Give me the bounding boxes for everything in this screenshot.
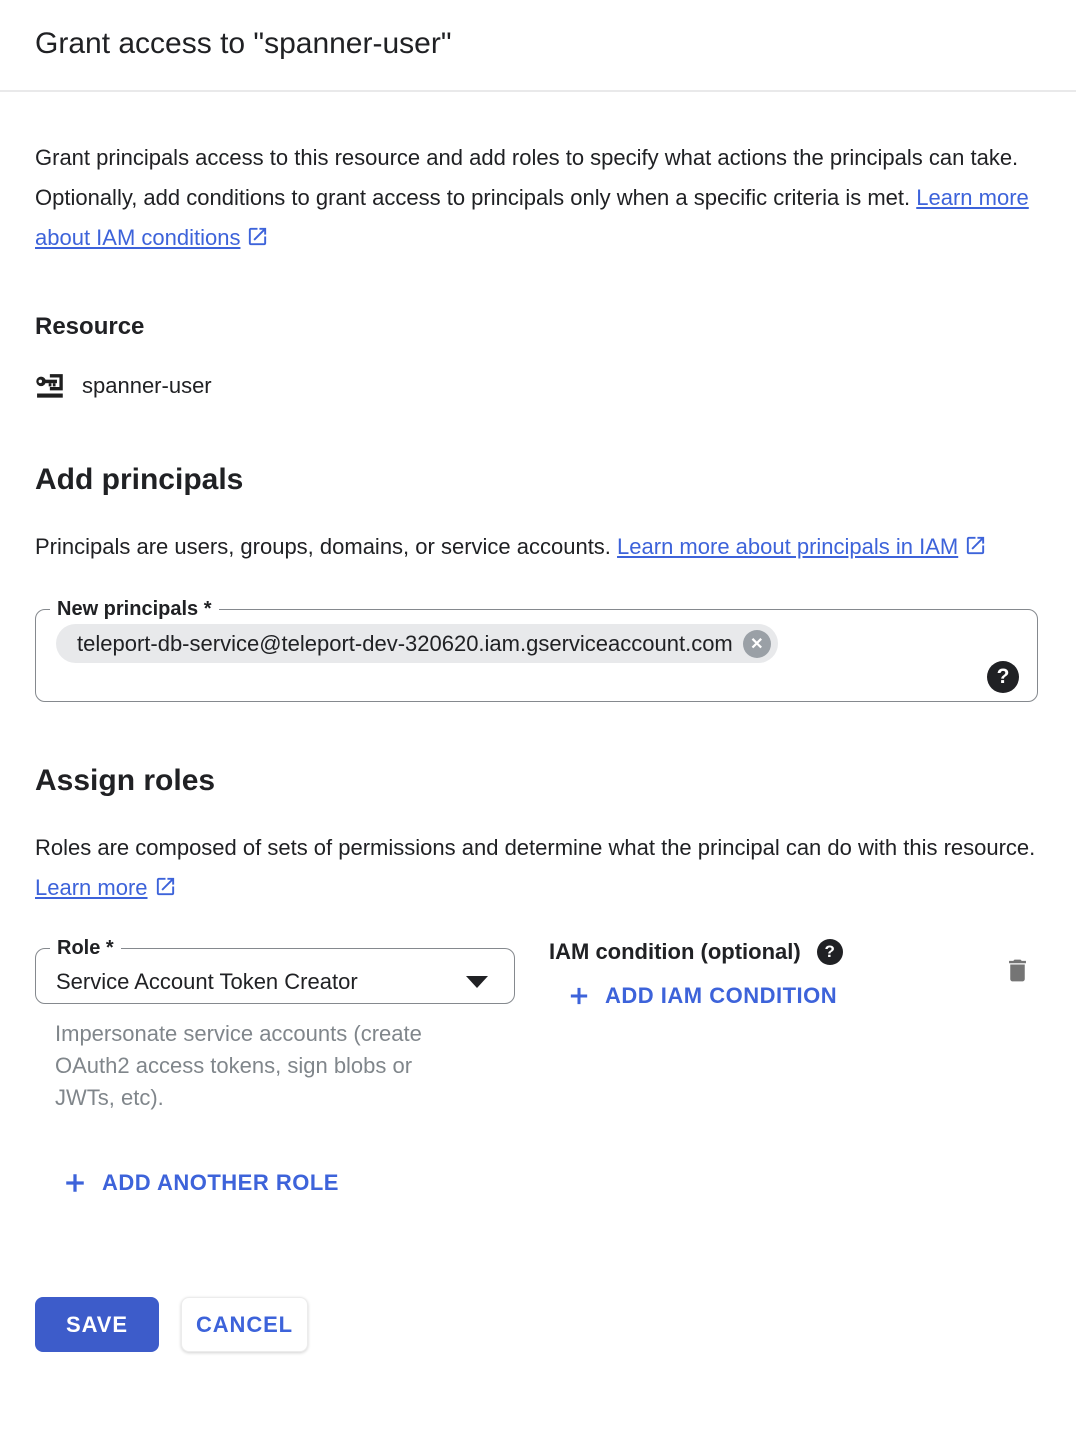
iam-condition-column <box>549 936 843 1015</box>
resource-name: spanner-user <box>82 372 212 398</box>
new-principals-field[interactable] <box>35 597 1038 702</box>
help-icon[interactable]: ? <box>987 661 1019 693</box>
add-iam-condition-button[interactable]: ADD IAM CONDITION <box>565 982 837 1010</box>
page-title: Grant access to "spanner-user" <box>35 27 452 60</box>
new-principals-label: New principals * <box>57 598 212 620</box>
dialog-header <box>0 0 1076 92</box>
role-selected-value: Service Account Token Creator <box>56 969 358 994</box>
roles-description <box>35 828 1038 908</box>
role-row <box>35 936 1038 1114</box>
trash-icon <box>1003 956 1032 985</box>
role-helper-text: Impersonate service accounts (create OAuth2 access tokens, sign blobs or JWTs, etc). <box>55 1021 422 1110</box>
delete-role-button[interactable] <box>1003 956 1032 988</box>
cancel-button[interactable]: CANCEL <box>181 1297 308 1352</box>
principals-description <box>35 527 1038 567</box>
delete-role-column <box>1003 936 1038 990</box>
roles-description-text: Roles are composed of sets of permissions and determine what the principal can do with this resource. <box>35 835 1036 860</box>
resource-row <box>35 370 1038 401</box>
role-select[interactable] <box>35 936 515 1004</box>
dialog-actions <box>35 1297 1038 1352</box>
new-principals-input[interactable] <box>56 621 1017 663</box>
learn-more-principals-link[interactable]: Learn more about principals in IAM <box>617 534 959 559</box>
iam-condition-label: IAM condition (optional) <box>549 939 801 964</box>
external-link-icon <box>154 875 177 898</box>
add-principals-heading: Add principals <box>35 463 244 496</box>
intro-paragraph <box>35 138 1038 258</box>
external-link-icon <box>964 534 987 557</box>
external-link-icon <box>246 225 269 248</box>
assign-roles-heading: Assign roles <box>35 764 216 797</box>
role-label: Role * <box>57 937 114 959</box>
close-icon[interactable]: ✕ <box>743 630 771 658</box>
principals-description-text: Principals are users, groups, domains, or service accounts. <box>35 534 618 559</box>
save-button[interactable]: SAVE <box>35 1297 159 1352</box>
principal-chip-label: teleport-db-service@teleport-dev-320620.iam.gserviceaccount.com <box>77 630 733 656</box>
learn-more-iam-conditions-link[interactable]: Learn more about IAM conditions <box>35 185 1029 250</box>
chevron-down-icon <box>466 976 488 988</box>
plus-icon <box>565 982 593 1010</box>
plus-icon <box>60 1168 90 1198</box>
intro-text: Grant principals access to this resource and add roles to specify what actions the principals can take. Optionally, add conditions to grant access to principals only when a specific criteria is met. <box>35 145 1019 210</box>
learn-more-roles-link[interactable]: Learn more <box>35 875 148 900</box>
help-icon[interactable]: ? <box>817 939 843 965</box>
resource-heading: Resource <box>35 313 145 340</box>
role-column <box>35 936 515 1114</box>
dialog-body <box>0 138 1076 1352</box>
principal-chip[interactable] <box>56 624 778 663</box>
service-account-key-icon <box>35 370 66 401</box>
add-another-role-button[interactable]: ADD ANOTHER ROLE <box>60 1168 339 1198</box>
